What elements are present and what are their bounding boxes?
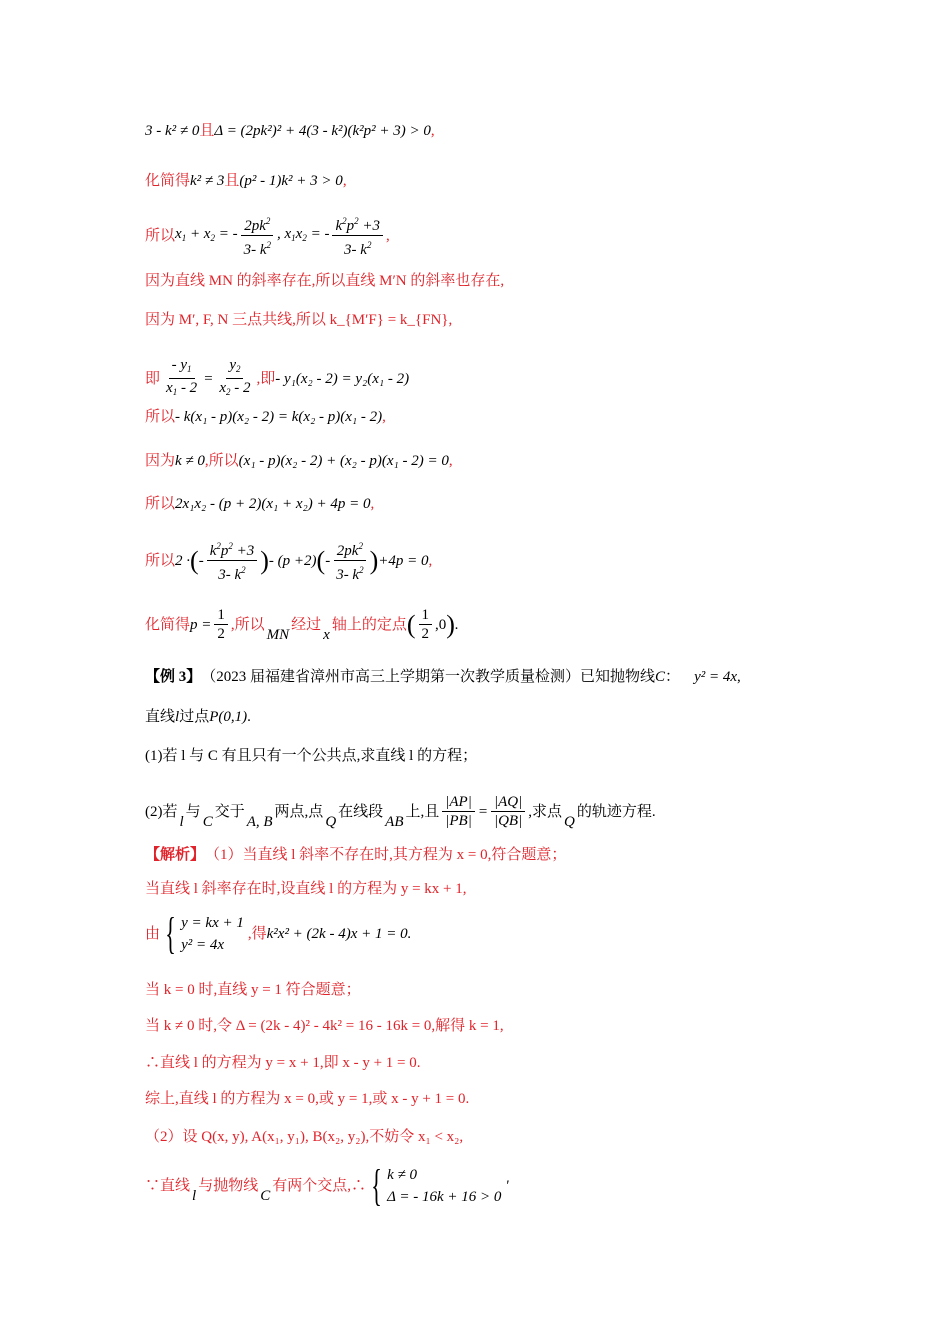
solution-line-6: ∴直线 l 的方程为 y = x + 1,即 x - y + 1 = 0. [145,1055,421,1071]
solution-line-4: 当 k = 0 时,直线 y = 1 符合题意； [145,982,361,998]
text: 所以 [145,227,176,244]
example-label: 【例 3】 [145,669,202,685]
expr: (p² - 1)k² + 3 > 0 [239,173,343,189]
solution-label: 【解析】 [145,847,206,863]
question-2: (2)若 l 与 C 交于 A, B 两点,点 Q 在线段 AB 上,且 $\frac{|AP|}{|PB|}$ = $\frac{|AQ|}{|QB|}$ ,求点 Q 的轨迹方程. [145,794,656,830]
system-eq-1: k ≠ 0 [387,1167,417,1183]
expr: k²x² + (2k - 4)x + 1 = 0 [266,926,408,942]
punct: , [428,552,433,569]
text: 交于 [214,803,245,820]
text: 过点 [179,709,210,725]
text: 直线 [145,709,176,725]
expr: 2x₁x₂ - (p + 2)(x₁ + x₂) + 4p = 0 [175,496,371,512]
example-line2: 直线 l 过点 P(0,1) . [145,706,251,728]
text: 有两个交点,∴ [272,1178,366,1194]
system-eq-2: y² = 4x [181,937,225,953]
line-substitute: 所以 2 · ( - $\frac{k^2p^2 +3}{3- k^2}$ ) - (p +2) ( - $\frac{2pk^2}{3- k^2}$ ) +4p = 0 , [145,537,432,584]
parabola-eq: y² = 4x [694,669,737,685]
text: 上,且 [405,803,440,820]
solution-line-8: （2）设 Q(x, y), A(x₁, y₁), B(x₂, y₂),不妨令 x₁ < x₂, [145,1129,464,1145]
text: 所以 [145,409,176,425]
punct: ' [505,1178,509,1194]
text: 的轨迹方程. [576,803,656,820]
punct: , [370,496,375,512]
text: (2)若 [145,803,178,820]
punct: . [407,926,412,942]
text: ,求点 [528,803,562,820]
example-header [145,666,741,688]
condition-expr: 3 - k² ≠ 0 [145,123,200,139]
expr: - k(x₁ - p)(x₂ - 2) = k(x₂ - p)(x₁ - 2) [175,409,383,425]
point-p: P(0,1) [209,709,248,725]
text: 由 [145,926,161,942]
expr: - y₁(x₂ - 2) = y₂(x₁ - 2) [275,370,410,387]
text: 轴上的定点 [331,616,407,633]
expr: k² ≠ 3 [190,173,225,189]
punct: , [382,409,386,425]
example-source: （2023 届福建省漳州市高三上学期第一次教学质量检测）已知抛物线 [201,669,656,685]
text: 所以 [145,496,176,512]
line-simplify [145,170,347,192]
text: ,得 [247,926,267,942]
fraction: $\frac{k^2p^2 +3}{3- k^2}$ [332,212,383,259]
text: 所以 [145,552,176,569]
text: ,即 [256,370,276,387]
line-k-equation [145,406,386,428]
line-k-nonzero [145,450,453,472]
line-fixed-point: 化简得 p = $\frac{1}{2}$ ,所以 MN 经过 x 轴上的定点 ( $\frac{1}{2}$ ,0 ) . [145,607,459,643]
solution-line-2: 当直线 l 斜率存在时,设直线 l 的方程为 y = kx + 1, [145,881,467,897]
solution-system: 由 { y = kx + 1 y² = 4x ,得 k²x² + (2k - 4)x + 1 = 0 . [145,909,412,958]
text: 两点,点 [274,803,324,820]
text: ,所以 [230,616,265,633]
text: 在线段 [338,803,384,820]
punct: ： [665,669,681,685]
text: 与抛物线 [198,1178,259,1194]
line-ratio: 即 $\frac{- y_1}{x_1 - 2}$ = $\frac{y_2}{x_2 - 2}$ ,即 - y₁(x₂ - 2) = y₂(x₁ - 2) [145,357,410,397]
line-collinear: 因为 M′, F, N 三点共线,所以 k_{M′F} = k_{FN}, [145,312,453,328]
fraction: $\frac{2pk^2}{3- k^2}$ [241,212,274,259]
punct: , [737,669,741,685]
punct: . [247,709,251,725]
punct: , [342,173,347,189]
punct: . [454,616,459,633]
system-eq-1: y = kx + 1 [181,915,244,931]
line-slope-exists: 因为直线 MN 的斜率存在,所以直线 M′N 的斜率也存在, [145,273,505,289]
text: ∵直线 [145,1178,191,1194]
question-1: (1)若 l 与 C 有且只有一个公共点,求直线 l 的方程； [145,748,478,764]
punct: , [430,123,435,139]
delta-expr: Δ = (2pk²)² + 4(3 - k²)(k²p² + 3) > 0 [214,123,431,139]
text: （1）当直线 l 斜率不存在时,其方程为 x = 0,符合题意； [205,847,567,863]
line-vieta: 所以 $x_1 + x_2$ = - $\frac{2pk^2}{3- k^2}$ , $x_1x_2$ = - $\frac{k^2p^2 +3}{3- k^2}$ , [145,212,390,259]
solution-line-5: 当 k ≠ 0 时,令 Δ = (2k - 4)² - 4k² = 16 - 16k = 0,解得 k = 1, [145,1018,504,1034]
system-eq-2: Δ = - 16k + 16 > 0 [387,1189,502,1205]
expr: (x₁ - p)(x₂ - 2) + (x₂ - p)(x₁ - 2) = 0 [238,453,449,469]
text: 化简得 [145,616,191,633]
curve-name: C [655,669,666,685]
solution-line-9: ∵直线 l 与抛物线 C 有两个交点,∴ { k ≠ 0 Δ = - 16k + 16 > 0 ' [145,1161,509,1210]
text: 因为 [145,453,176,469]
text: 经过 [291,616,322,633]
text: 与 [185,803,201,820]
solution-line-7: 综上,直线 l 的方程为 x = 0,或 y = 1,或 x - y + 1 = 0. [145,1091,470,1107]
text: 即 [145,370,161,387]
text: ,所以 [204,453,239,469]
expr: k ≠ 0 [175,453,205,469]
text: 化简得 [145,173,191,189]
punct: , [448,453,453,469]
solution-line-1 [145,844,566,866]
line-discriminant [145,120,435,142]
and-text: 且 [199,123,215,139]
text: 且 [224,173,240,189]
line-sum-product [145,493,374,515]
